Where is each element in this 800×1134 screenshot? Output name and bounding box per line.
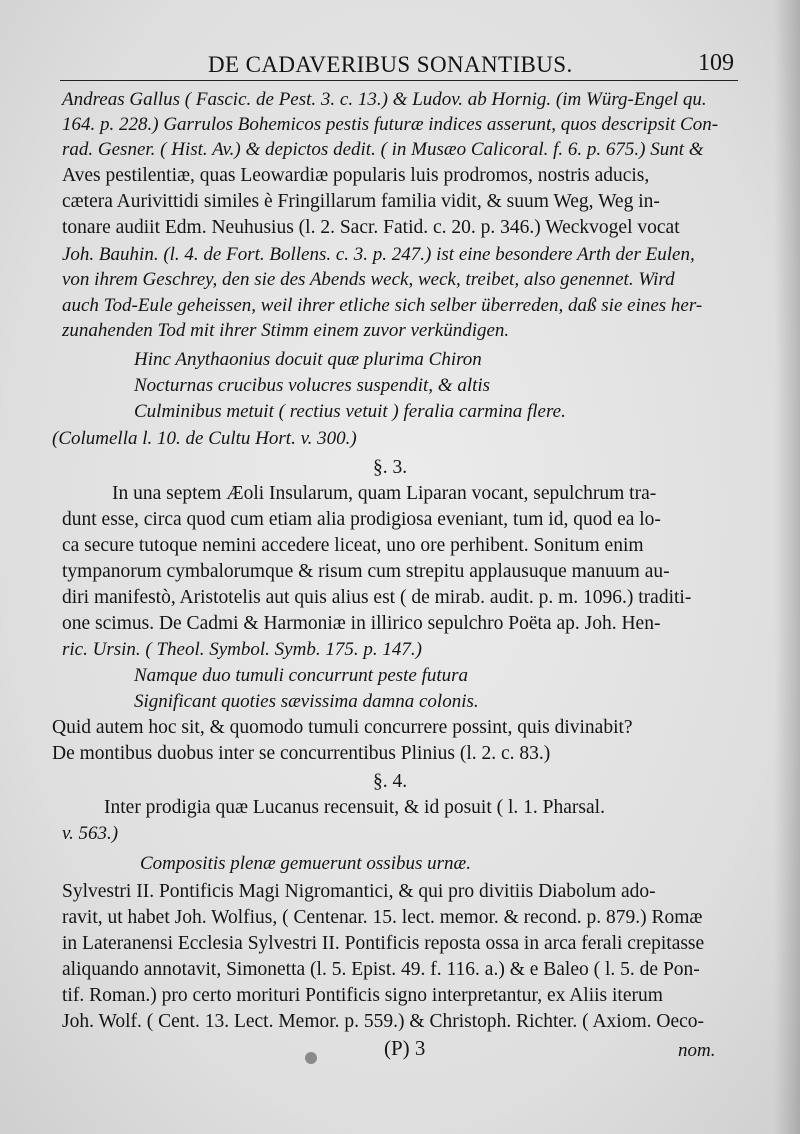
- text-line: Andreas Gallus ( Fascic. de Pest. 3. c. 13.) & Ludov. ab Hornig. (im Würg-Engel qu.: [62, 89, 707, 110]
- text-line: von ihrem Geschrey, den sie des Abends weck, weck, treibet, also genennet. Wird: [62, 269, 675, 290]
- text-line: Inter prodigia quæ Lucanus recensuit, & id posuit ( l. 1. Pharsal.: [104, 797, 605, 818]
- section-heading: §. 4.: [372, 771, 408, 792]
- catchword: nom.: [678, 1040, 716, 1061]
- text-line: rad. Gesner. ( Hist. Av.) & depictos dedit. ( in Musæo Calicoral. f. 6. p. 675.) Sunt &: [62, 139, 704, 160]
- text-line: auch Tod-Eule geheissen, weil ihrer etliche sich selber überreden, daß sie eines her-: [62, 295, 703, 316]
- section-heading: §. 3.: [372, 457, 408, 478]
- citation-line: (Columella l. 10. de Cultu Hort. v. 300.): [52, 428, 357, 449]
- text-line: Joh. Bauhin. (l. 4. de Fort. Bollens. c. 3. p. 247.) ist eine besondere Arth der Eulen,: [62, 244, 695, 265]
- text-line: 164. p. 228.) Garrulos Bohemicos pestis futuræ indices asserunt, quos descripsit Con-: [62, 114, 719, 135]
- text-line: in Lateranensi Ecclesia Sylvestri II. Pontificis reposta ossa in arca ferali crepitasse: [62, 933, 705, 954]
- signature-mark: (P) 3: [384, 1036, 426, 1060]
- text-line: tympanorum cymbalorumque & risum cum strepitu applausuque manuum au-: [62, 561, 670, 582]
- text-line: In una septem Æoli Insularum, quam Liparan vocant, sepulchrum tra-: [112, 483, 657, 504]
- text-line: zunahenden Tod mit ihrer Stimm einem zuvor verkündigen.: [62, 320, 510, 341]
- text-line: one scimus. De Cadmi & Harmoniæ in illirico sepulchro Poëta ap. Joh. Hen-: [62, 613, 661, 634]
- page-number: 109: [698, 50, 734, 76]
- verse-line: Nocturnas crucibus volucres suspendit, & altis: [134, 375, 491, 396]
- verse-line: Compositis plenæ gemuerunt ossibus urnæ.: [140, 853, 471, 874]
- text-line: diri manifestò, Aristotelis aut quis alius est ( de mirab. audit. p. m. 1096.) traditi-: [62, 587, 692, 608]
- text-line: cætera Aurivittidi similes è Fringillarum familia vidit, & suum Weg, Weg in-: [62, 191, 660, 212]
- verse-line: Significant quoties sævissima damna colonis.: [134, 691, 479, 712]
- text-line: Quid autem hoc sit, & quomodo tumuli concurrere possint, quis divinabit?: [52, 717, 633, 738]
- text-line: v. 563.): [62, 823, 119, 844]
- verse-line: Namque duo tumuli concurrunt peste futura: [134, 665, 469, 686]
- text-line: aliquando annotavit, Simonetta (l. 5. Epist. 49. f. 116. a.) & e Baleo ( l. 5. de Pon-: [62, 959, 700, 980]
- text-line: ca secure tutoque nemini accedere liceat, uno ore perhibent. Sonitum enim: [62, 535, 644, 556]
- text-line: De montibus duobus inter se concurrentibus Plinius (l. 2. c. 83.): [52, 743, 551, 764]
- ink-blot: [305, 1052, 317, 1064]
- text-line: ric. Ursin. ( Theol. Symbol. Symb. 175. p. 147.): [62, 639, 422, 660]
- running-title: DE CADAVERIBUS SONANTIBUS.: [208, 52, 573, 77]
- text-line: tif. Roman.) pro certo morituri Pontificis signo interpretantur, ex Aliis iterum: [62, 985, 663, 1006]
- verse-line: Hinc Anythaonius docuit quæ plurima Chiron: [134, 349, 482, 370]
- text-line: Aves pestilentiæ, quas Leowardiæ popularis luis prodromos, nostris aducis,: [62, 165, 650, 186]
- text-line: tonare audiit Edm. Neuhusius (l. 2. Sacr. Fatid. c. 20. p. 346.) Weckvogel vocat: [62, 217, 680, 238]
- text-line: Sylvestri II. Pontificis Magi Nigromantici, & qui pro divitiis Diabolum ado-: [62, 881, 656, 902]
- text-line: Joh. Wolf. ( Cent. 13. Lect. Memor. p. 559.) & Christoph. Richter. ( Axiom. Oeco-: [62, 1011, 705, 1032]
- verse-line: Culminibus metuit ( rectius vetuit ) feralia carmina flere.: [134, 401, 566, 422]
- text-line: dunt esse, circa quod cum etiam alia prodigiosa eveniant, tum id, quod ea lo-: [62, 509, 661, 530]
- text-line: ravit, ut habet Joh. Wolfius, ( Centenar. 15. lect. memor. & recond. p. 879.) Romæ: [62, 907, 703, 928]
